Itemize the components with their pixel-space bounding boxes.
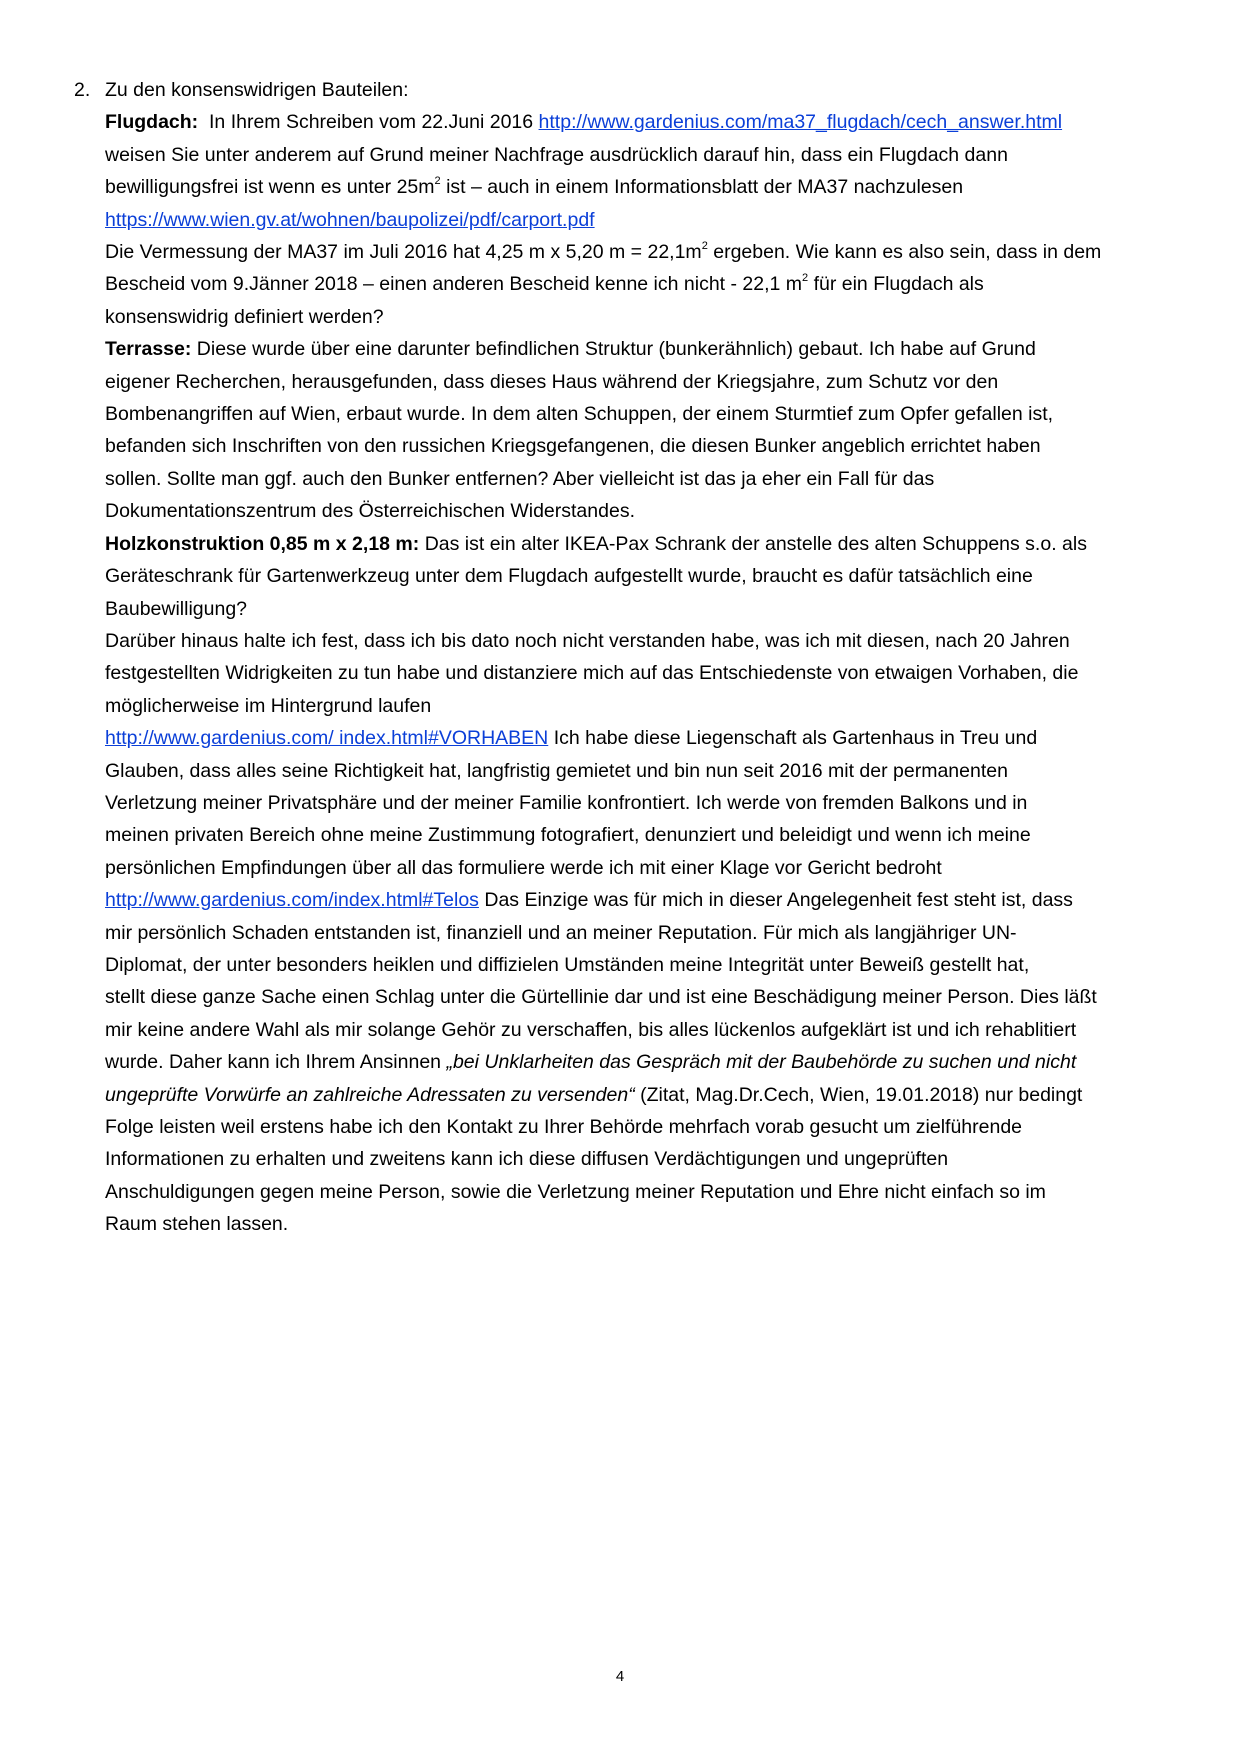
- terrasse-label: Terrasse:: [105, 338, 192, 361]
- text: Baubewilligung?: [105, 597, 248, 620]
- text: Verletzung meiner Privatsphäre und der meiner Familie konfrontiert. Ich werde von fremden Balkons und in: [105, 791, 1028, 814]
- flugdach-paragraph: [105, 106, 1190, 333]
- text: Das Einzige was für mich in dieser Angelegenheit fest steht ist, dass: [484, 889, 1073, 912]
- text: Dokumentationszentrum des Österreichischen Widerstandes.: [105, 500, 635, 523]
- list-number: 2.: [74, 79, 91, 101]
- holzkonstruktion-paragraph: [105, 528, 1190, 625]
- text: für ein Flugdach als: [813, 273, 984, 296]
- text: mir persönlich Schaden entstanden ist, finanziell und an meiner Reputation. Für mich als langjähriger UN-: [105, 921, 1017, 944]
- text: In Ihrem Schreiben vom 22.Juni 2016: [209, 111, 534, 134]
- text: Glauben, dass alles seine Richtigkeit hat, langfristig gemietet und bin nun seit 2016 mit der permanenten: [105, 759, 1008, 782]
- text: meinen privaten Bereich ohne meine Zustimmung fotografiert, denunziert und beleidigt und wenn ich meine: [105, 824, 1031, 847]
- holzkonstruktion-label: Holzkonstruktion 0,85 m x 2,18 m:: [105, 532, 420, 555]
- text: Geräteschrank für Gartenwerkzeug unter dem Flugdach aufgestellt wurde, braucht es dafür tatsächlich eine: [105, 565, 1033, 588]
- text: möglicherweise im Hintergrund laufen: [105, 694, 432, 717]
- link-flugdach-answer[interactable]: http://www.gardenius.com/ma37_flugdach/cech_answer.html: [538, 111, 1063, 134]
- text: wurde. Daher kann ich Ihrem Ansinnen: [105, 1051, 442, 1074]
- link-carport-pdf[interactable]: https://www.wien.gv.at/wohnen/baupolizei/pdf/carport.pdf: [105, 208, 595, 231]
- terrasse-paragraph: [105, 333, 1190, 527]
- text: Ich habe diese Liegenschaft als Gartenhaus in Treu und: [553, 727, 1038, 750]
- text: stellt diese ganze Sache einen Schlag unter die Gürtellinie dar und ist eine Beschädigung meiner Person. Dies läßt: [105, 986, 1097, 1009]
- link-vorhaben[interactable]: http://www.gardenius.com/ index.html#VORHABEN: [105, 727, 549, 750]
- text: persönlichen Empfindungen über all das formuliere werde ich mit einer Klage vor Gericht bedroht: [105, 856, 942, 879]
- superscript: 2: [701, 240, 708, 253]
- text: mir keine andere Wahl als mir solange Gehör zu verschaffen, bis alles lückenlos aufgeklärt ist und ich rehablitiert: [105, 1018, 1077, 1041]
- text: Folge leisten weil erstens habe ich den Kontakt zu Ihrer Behörde mehrfach vorab gesucht um zielführende: [105, 1116, 1023, 1138]
- text: eigener Recherchen, herausgefunden, dass dieses Haus während der Kriegsjahre, zum Schutz vor den: [105, 370, 999, 393]
- text: befanden sich Inschriften von den russichen Kriegsgefangenen, die diesen Bunker angeblich errichtet haben: [105, 435, 1041, 458]
- quote-part-1: „bei Unklarheiten das Gespräch mit der Baubehörde zu suchen und nicht: [446, 1051, 1077, 1074]
- text: weisen Sie unter anderem auf Grund meiner Nachfrage ausdrücklich darauf hin, dass ein Flugdach dann: [105, 143, 1008, 166]
- quote-part-2: ungeprüfte Vorwürfe an zahlreiche Adressaten zu versenden“: [105, 1083, 635, 1106]
- text: ergeben. Wie kann es also sein, dass in dem: [713, 241, 1102, 264]
- superscript: 2: [802, 272, 809, 285]
- page-number: 4: [615, 1668, 625, 1685]
- text: Darüber hinaus halte ich fest, dass ich bis dato noch nicht verstanden habe, was ich mit diesen, nach 20 Jahren: [105, 629, 1070, 652]
- text: Informationen zu erhalten und zweitens kann ich diese diffusen Verdächtigungen und ungeprüften: [105, 1148, 949, 1171]
- text: Die Vermessung der MA37 im Juli 2016 hat 4,25 m x 5,20 m = 22,1m: [105, 241, 702, 264]
- text: sollen. Sollte man ggf. auch den Bunker entfernen? Aber vielleicht ist das ja eher ein Fall für das: [105, 467, 935, 490]
- text: Das ist ein alter IKEA-Pax Schrank der anstelle des alten Schuppens s.o. als: [424, 532, 1087, 555]
- text: Diese wurde über eine darunter befindlichen Struktur (bunkerähnlich) gebaut. Ich habe auf Grund: [196, 338, 1036, 361]
- text: Anschuldigungen gegen meine Person, sowie die Verletzung meiner Reputation und Ehre nicht einfach so im: [105, 1180, 1046, 1203]
- text: konsenswidrig definiert werden?: [105, 305, 384, 328]
- document-body: [105, 74, 1190, 1241]
- text: Bombenangriffen auf Wien, erbaut wurde. In dem alten Schuppen, der einem Sturmtief zum Opfer gefallen ist,: [105, 403, 1054, 426]
- statement-paragraph: [105, 625, 1190, 1241]
- section-heading: [105, 74, 1190, 106]
- text: bewilligungsfrei ist wenn es unter 25m: [105, 176, 435, 199]
- text: Raum stehen lassen.: [105, 1213, 289, 1236]
- link-telos[interactable]: http://www.gardenius.com/index.html#Telos: [105, 889, 479, 912]
- text: (Zitat, Mag.Dr.Cech, Wien, 19.01.2018) nur bedingt: [640, 1083, 1083, 1106]
- text: ist – auch in einem Informationsblatt der MA37 nachzulesen: [446, 176, 964, 199]
- flugdach-label: Flugdach:: [105, 111, 199, 134]
- text: festgestellten Widrigkeiten zu tun habe und distanziere mich auf das Entschiedenste von etwaigen Vorhaben, die: [105, 662, 1079, 685]
- text: Bescheid vom 9.Jänner 2018 – einen anderen Bescheid kenne ich nicht - 22,1 m: [105, 273, 803, 296]
- text: Diplomat, der unter besonders heiklen und diffizielen Umständen meine Integrität unter Beweiß gestellt hat,: [105, 953, 1030, 976]
- superscript: 2: [434, 175, 441, 188]
- section-heading-text: Zu den konsenswidrigen Bauteilen:: [105, 79, 409, 101]
